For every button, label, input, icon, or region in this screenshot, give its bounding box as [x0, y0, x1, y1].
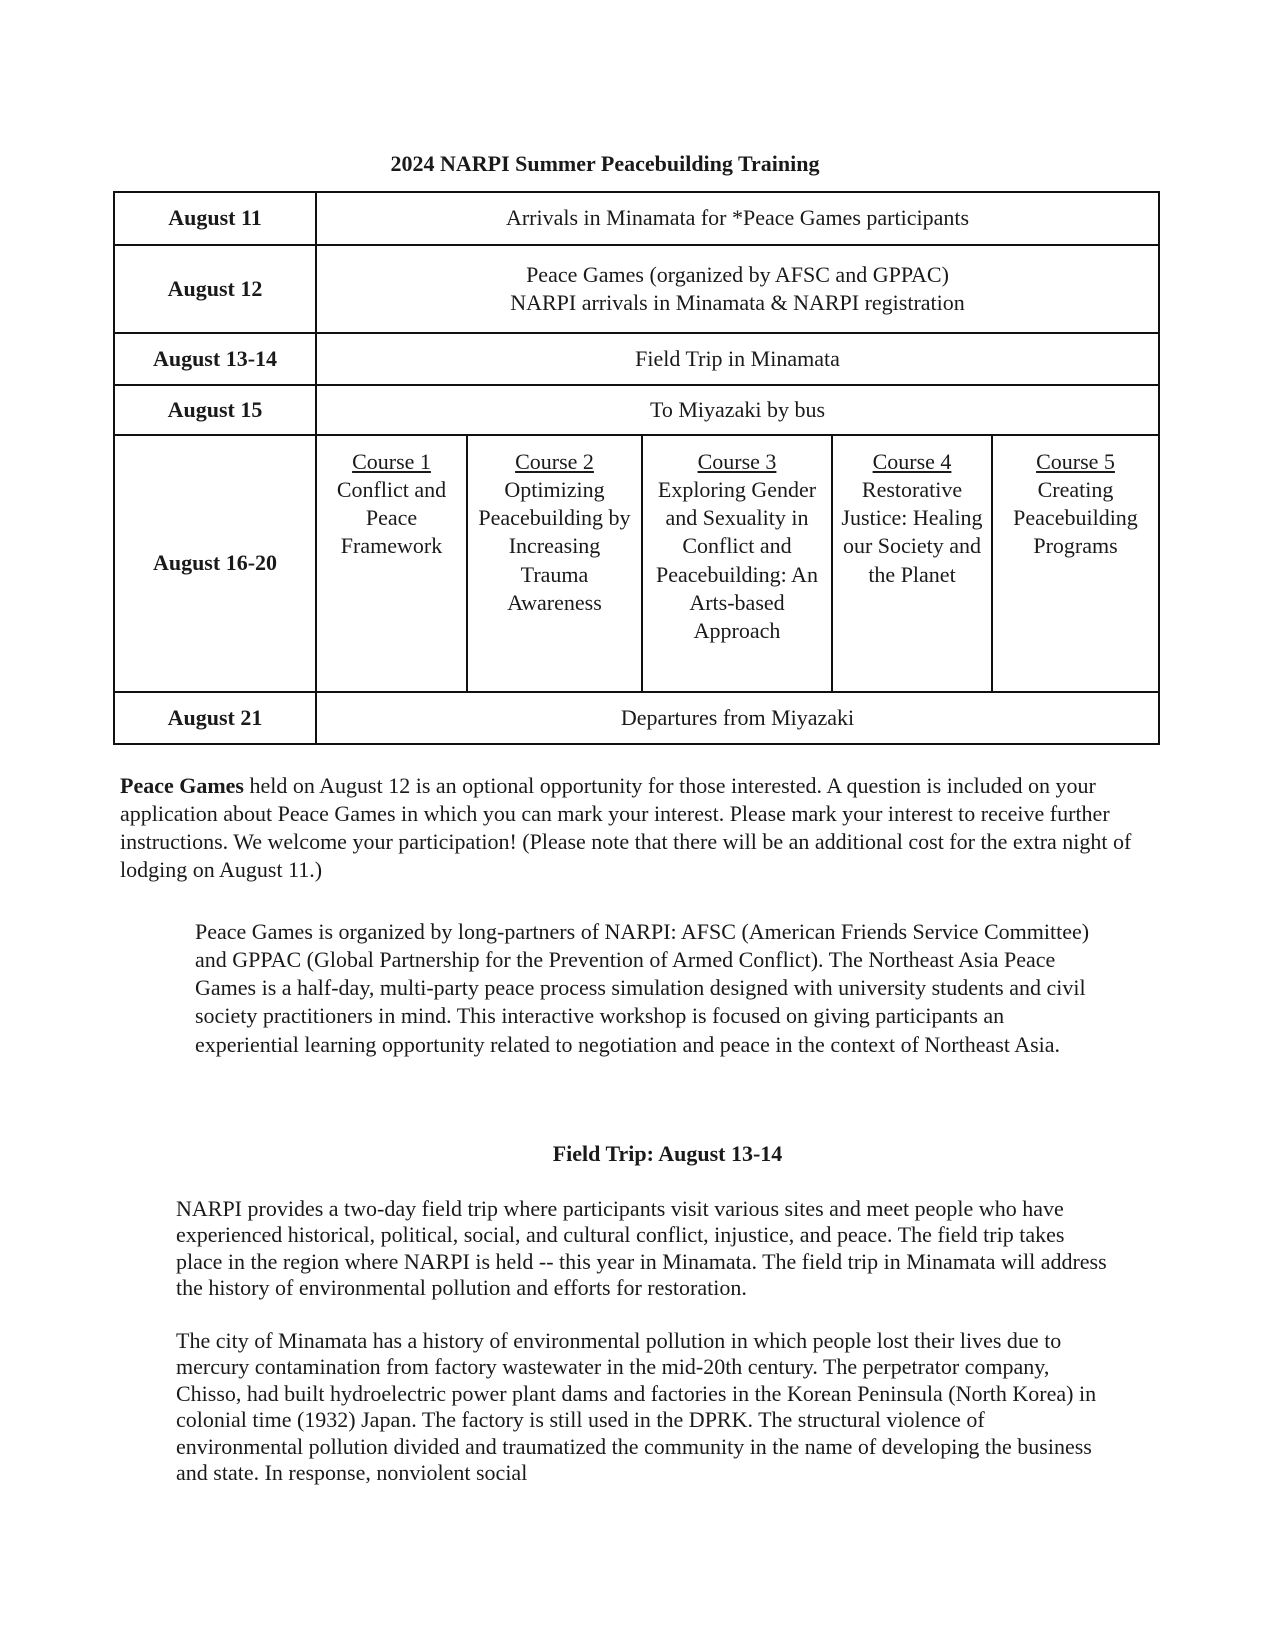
course-cell — [642, 435, 832, 692]
peace-games-note — [120, 772, 1150, 885]
schedule-event — [316, 692, 1159, 744]
schedule-date: August 21 — [114, 692, 316, 744]
course-title: Optimizing Peacebuilding by Increasing Trauma Awareness — [478, 477, 631, 615]
course-cell — [832, 435, 992, 692]
schedule-event — [316, 333, 1159, 385]
course-title: Restorative Justice: Healing our Society and the Planet — [841, 477, 983, 587]
course-title: Creating Peacebuilding Programs — [1013, 477, 1138, 559]
schedule-event — [316, 192, 1159, 245]
document-title: 2024 NARPI Summer Peacebuilding Training — [390, 151, 820, 176]
schedule-date: August 16-20 — [114, 435, 316, 692]
field-trip-paragraph-2: The city of Minamata has a history of environmental pollution in which people lost their lives due to mercury contamination from factory wastewater in the mid-20th century. The perpetrator company, Chisso, had built hydroelectric power plant dams and factories in the Korean Peninsula (North Korea) in colonial time (1932) Japan. The factory is still used in the DPRK. The structural violence of environmental pollution divided and traumatized the community in the name of developing the business and state. In response, nonviolent social — [176, 1328, 1097, 1485]
event-line: NARPI arrivals in Minamata & NARPI registration — [510, 290, 965, 315]
event-line: Arrivals in Minamata for *Peace Games participants — [505, 205, 970, 231]
schedule-date: August 11 — [114, 192, 316, 245]
schedule-date: August 13-14 — [114, 333, 316, 385]
course-title: Exploring Gender and Sexuality in Conflict and Peacebuilding: An Arts-based Approach — [656, 477, 818, 643]
peace-games-note-text: held on August 12 is an optional opportunity for those interested. A question is included on your application about Peace Games in which you can mark your interest. Please mark your interest to receive further instructions. We welcome your participation! (Please note that there will be an additional cost for the extra night of lodging on August 11.) — [120, 773, 1132, 883]
course-cell — [992, 435, 1159, 692]
schedule-event — [316, 245, 1159, 333]
schedule-date: August 12 — [114, 245, 316, 333]
event-line: To Miyazaki by bus — [649, 396, 826, 422]
field-trip-paragraph-1: NARPI provides a two-day field trip where participants visit various sites and meet people who have experienced historical, political, social, and cultural conflict, injustice, and peace. The field trip takes place in the region where NARPI is held -- this year in Minamata. The field trip in Minamata will address the history of environmental pollution and efforts for restoration. — [176, 1196, 1107, 1301]
schedule-row-courses — [114, 435, 1159, 692]
schedule-row — [114, 192, 1159, 245]
course-number: Course 1 — [352, 449, 431, 474]
event-line: Peace Games (organized by AFSC and GPPAC) — [526, 261, 949, 287]
event-line: Departures from Miyazaki — [620, 704, 855, 730]
schedule-event — [316, 385, 1159, 435]
event-line: Field Trip in Minamata — [635, 345, 840, 371]
schedule-date: August 15 — [114, 385, 316, 435]
course-cell — [467, 435, 642, 692]
schedule-row — [114, 245, 1159, 333]
schedule-row — [114, 692, 1159, 744]
course-number: Course 2 — [515, 449, 594, 474]
course-number: Course 4 — [872, 449, 952, 474]
course-number: Course 3 — [697, 449, 777, 474]
course-title: Conflict and Peace Framework — [336, 477, 447, 559]
peace-games-description: Peace Games is organized by long-partners of NARPI: AFSC (American Friends Service Committee) and GPPAC (Global Partnership for the Prevention of Armed Conflict). The Northeast Asia Peace Games is a half-day, multi-party peace process simulation designed with university students and civil society practitioners in mind. This interactive workshop is focused on giving participants an experiential learning opportunity related to negotiation and peace in the context of Northeast Asia. — [195, 919, 1090, 1057]
schedule-row — [114, 385, 1159, 435]
peace-games-bold: Peace Games — [120, 773, 244, 798]
schedule-row — [114, 333, 1159, 385]
schedule-table — [113, 191, 1160, 745]
field-trip-heading: Field Trip: August 13-14 — [552, 1141, 783, 1166]
course-cell — [316, 435, 467, 692]
course-number: Course 5 — [1036, 449, 1115, 474]
